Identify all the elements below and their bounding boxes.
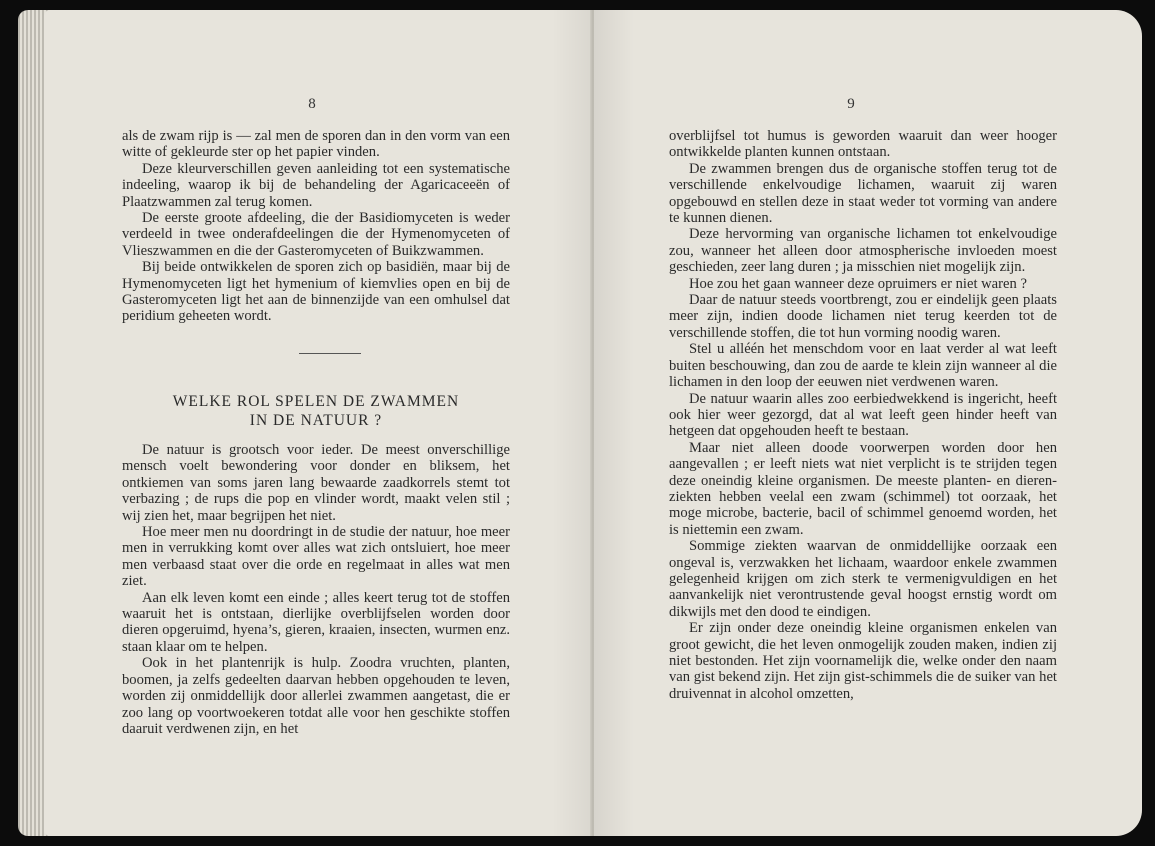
heading-line: WELKE ROL SPELEN DE ZWAMMEN bbox=[172, 393, 460, 410]
left-page bbox=[44, 10, 592, 836]
heading-line: IN DE NATUUR ? bbox=[249, 412, 383, 429]
paragraph: Stel u alléén het menschdom voor en laat verder al wat leeft buiten beschouwing, dan zou de aarde te klein zijn wanneer al die lichamen in den loop der eeuwen niet verdwenen waren. bbox=[669, 341, 1057, 391]
page-number: 9 bbox=[847, 96, 855, 112]
paragraph: Aan elk leven komt een einde ; alles keert terug tot de stoffen waaruit het is ontstaan, dierlijke overblijfselen worden door dieren opgeruimd, hyena’s, gieren, kraaien, insecten, wurmen enz. staan klaar om te helpen. bbox=[122, 589, 510, 655]
paragraph: De natuur waarin alles zoo eerbiedwekkend is ingericht, heeft ook hier weer gezorgd, dat al wat leeft geen hinder heeft van hetgeen dat opgehouden heeft te bestaan. bbox=[669, 390, 1057, 440]
right-text bbox=[669, 128, 1057, 702]
paragraph: Deze kleurverschillen geven aanleiding tot een systematische indeeling, waarop ik bij de behandeling der Agaricaceeën of Plaatzwammen zal terug komen. bbox=[122, 160, 510, 210]
paragraph: Er zijn onder deze oneindig kleine organismen enkelen van groot gewicht, die het leven onmogelijk zouden maken, indien zij niet bestonden. Het zijn voornamelijk die, welke onder den naam van gist bekend zijn. Het zijn gist-schimmels die de suiker van het druivennat in alcohol omzetten, bbox=[669, 620, 1057, 702]
paragraph: Sommige ziekten waarvan de onmiddellijke oorzaak een ongeval is, verzwakken het lichaam, waardoor enkele zwammen gelegenheid krijgen om zich sterk te vermenigvuldigen en het aanvankelijk niet verontrustende geval hoogst ernstig wordt om dikwijls met den dood te eindigen. bbox=[669, 538, 1057, 620]
paragraph: Hoe zou het gaan wanneer deze opruimers er niet waren ? bbox=[689, 275, 1027, 292]
paragraph: De eerste groote afdeeling, die der Basidiomyceten is weder verdeeld in twee onderafdeelingen die der Hymenomyceten of Vlieszwammen en die der Gasteromyceten of Buikzwammen. bbox=[122, 210, 510, 259]
left-text-top bbox=[122, 128, 510, 325]
paragraph: overblijfsel tot humus is geworden waaruit dan weer hooger ontwikkelde planten kunnen ontstaan. bbox=[669, 128, 1057, 161]
section-heading bbox=[122, 392, 510, 430]
paragraph: Maar niet alleen doode voorwerpen worden door hen aangevallen ; er leeft niets wat niet verplicht is te strijden tegen deze oneindig kleine organismen. De meeste planten- en dieren-ziekten hebben veelal een zwam (schimmel) tot oorzaak, het moge microbe, bacterie, bacil of schimmel genoemd worden, het is niettemin een zwam. bbox=[669, 439, 1057, 538]
paragraph: Bij beide ontwikkelen de sporen zich op basidiën, maar bij de Hymenomyceten ligt het hymenium of kiemvlies open en bij de Gasteromyceten ligt het aan de binnenzijde van een omhulsel dat peridium geheeten wordt. bbox=[122, 259, 510, 325]
left-page-shadow bbox=[552, 10, 592, 836]
left-text-bottom bbox=[122, 442, 510, 737]
paragraph: Ook in het plantenrijk is hulp. Zoodra vruchten, planten, boomen, ja zelfs gedeelten daarvan hebben opgehouden te leven, worden zij onmiddellijk door allerlei zwammen aangetast, die er zoo lang op voortwoekeren totdat alle voor hen geschikte stoffen daaruit verdwenen zijn, en het bbox=[122, 655, 510, 737]
paragraph: De zwammen brengen dus de organische stoffen terug tot de verschillende enkelvoudige lichamen, waaruit zij waren opgebouwd en stellen deze in staat weder tot vorming van andere te kunnen dienen. bbox=[669, 160, 1057, 227]
paragraph: als de zwam rijp is — zal men de sporen dan in den vorm van een witte of gekleurde ster op het papier vinden. bbox=[122, 128, 510, 161]
paragraph: Daar de natuur steeds voortbrengt, zou er eindelijk geen plaats meer zijn, indien doode lichamen niet terug keerden tot de verschillende stoffen, die tot hun vorming noodig waren. bbox=[669, 292, 1057, 341]
paragraph: Deze hervorming van organische lichamen tot enkelvoudige zou, wanneer het alleen door atmospherische invloeden moest geschieden, zeer lang duren ; ja misschien niet mogelijk zijn. bbox=[669, 226, 1057, 276]
section-divider bbox=[299, 353, 361, 354]
page-number: 8 bbox=[308, 96, 316, 112]
paragraph: Hoe meer men nu doordringt in de studie der natuur, hoe meer men in verrukking komt over alles wat zich ontsluiert, hoe meer men verbaasd staat over die orde en regelmaat in alles wat men ziet. bbox=[122, 524, 510, 590]
right-page bbox=[594, 10, 1142, 836]
right-page-shadow bbox=[594, 10, 634, 836]
paragraph: De natuur is grootsch voor ieder. De meest onverschillige mensch voelt bewondering voor donder en bliksem, het ontkiemen van soms jaren lang bewaarde zaadkorrels stemt tot verbazing ; de rups die pop en vlinder wordt, maakt velen stil ; wij zien het, maar begrijpen het niet. bbox=[122, 442, 510, 524]
